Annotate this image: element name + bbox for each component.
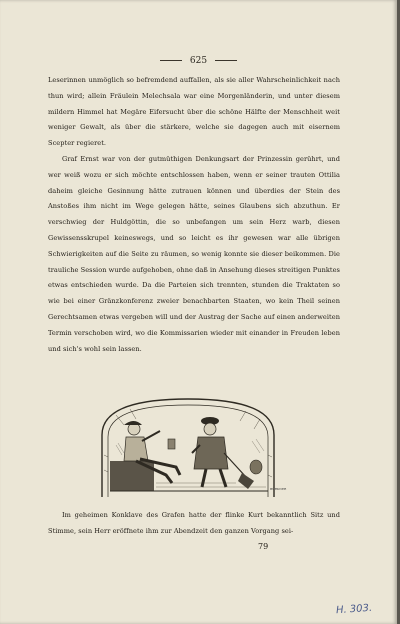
paragraph-1: Leserinnen unmöglich so befremdend auffallen, als sie aller Wahrscheinlichkeit nach thun wird; allein Fräulein Melechsala war eine Morgenländerin, und unter diesem mildern Himmel hat Megäre Eifersucht über die schöne Hälfte der Menschheit weit weniger Gewalt, als über die stärkere, welche sie dagegen auch mit eisernem Scepter regieret. (48, 76, 340, 148)
rule-left (160, 60, 182, 61)
illustration-signature: BÜRKNER (270, 487, 287, 491)
signature-mark: 79 (258, 542, 269, 551)
body-text-bottom (48, 508, 340, 540)
body-text-top (48, 73, 340, 357)
woodcut-illustration (96, 395, 280, 497)
page-number (0, 56, 397, 66)
paragraph-2: Graf Ernst war von der gutmüthigen Denkungsart der Prinzessin gerührt, und wer weiß wozu er sich möchte entschlossen haben, wenn er seiner trauten Ottilia daheim gleiche Gesinnung hätte zutrauen können und überdies der Stein des Anstoßes ihm nicht im Wege gelegen hätte, seines Glaubens sich abzuthun. Er verschwieg der Huldgöttin, die so unbefangen um sein Herz warb, diesen Gewissensskrupel keineswegs, und so leicht es ihr gewesen war alle übrigen Schwierigkeiten auf die Seite zu räumen, so wenig konnte sie dieser beikommen. Die trauliche Session wurde aufgehoben, ohne daß in Ansehung dieses streitigen Punktes etwas entschieden wurde. Da die Parteien sich trennten, stunden die Traktaten so wie bei einer Gränzkonferenz zweier benachbarten Staaten, wo kein Theil seinen Gerechtsamen etwas vergeben will und der Austrag der Sache auf einen anderweiten Termin verschoben wird, wo die Kommissarien wieder mit einander in Freuden leben und sich's wohl sein lassen. (48, 154, 340, 353)
page-number-text: 625 (189, 56, 208, 66)
library-stamp: H. 303. (335, 602, 373, 617)
paragraph-3: Im geheimen Konklave des Grafen hatte der flinke Kurt bekanntlich Sitz und Stimme, sein Herr eröffnete ihm zur Abendzeit den ganzen Vorgang sei- (48, 511, 340, 535)
rule-right (215, 60, 237, 61)
